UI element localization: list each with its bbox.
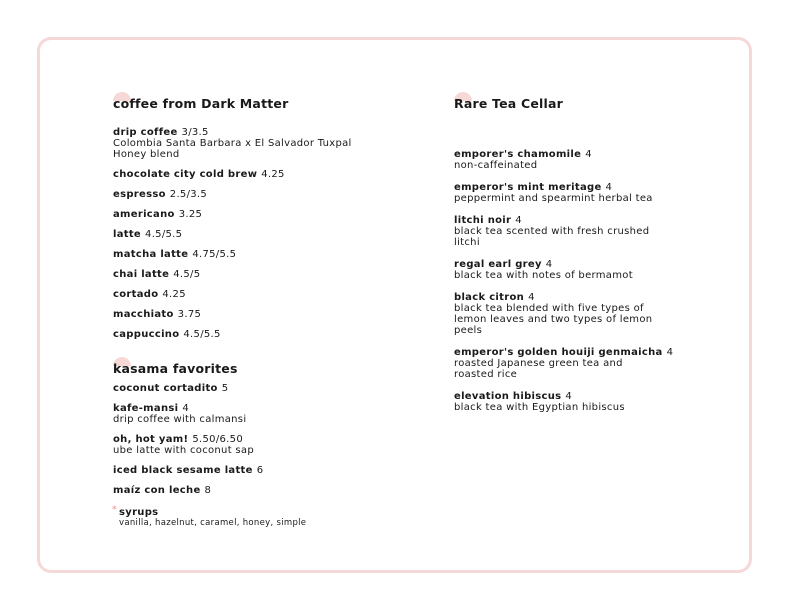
menu-item xyxy=(113,189,413,200)
section-title: kasama favorites xyxy=(113,361,238,376)
item-price: 4.5/5.5 xyxy=(145,229,183,240)
section-title: Rare Tea Cellar xyxy=(454,96,564,111)
item-name: emperor's mint meritage xyxy=(454,182,602,193)
menu-item xyxy=(113,229,413,240)
item-name: emperor's golden houiji genmaicha xyxy=(454,347,663,358)
item-price: 4 xyxy=(565,391,573,402)
menu-item xyxy=(113,403,413,425)
menu-item xyxy=(113,309,413,320)
item-name: latte xyxy=(113,229,142,240)
menu-item xyxy=(454,215,744,248)
item-name: macchiato xyxy=(113,309,174,320)
menu-item xyxy=(113,329,413,340)
item-price: 4 xyxy=(585,149,592,160)
item-name: maíz con leche xyxy=(113,485,201,496)
menu-item xyxy=(454,182,744,204)
menu-item xyxy=(113,383,413,394)
item-name: chai latte xyxy=(113,269,170,280)
menu-item xyxy=(454,149,744,171)
item-price: 5.50/6.50 xyxy=(192,434,243,445)
item-price: 4.25 xyxy=(261,169,285,180)
item-name: emporer's chamomile xyxy=(454,149,582,160)
item-name: coconut cortadito xyxy=(113,383,218,394)
item-name: litchi noir xyxy=(454,215,512,226)
menu-item xyxy=(113,434,413,456)
item-description: non-caffeinated xyxy=(454,160,538,171)
menu-item xyxy=(113,269,413,280)
item-price: 4.5/5.5 xyxy=(183,329,221,340)
item-description: black tea with Egyptian hibiscus xyxy=(454,402,625,413)
item-name: oh, hot yam! xyxy=(113,434,189,445)
item-name: cappuccino xyxy=(113,329,180,340)
item-description: black tea scented with fresh crushed litchi xyxy=(454,226,650,248)
item-price: 4 xyxy=(605,182,613,193)
menu-item xyxy=(454,292,744,336)
item-price: 2.5/3.5 xyxy=(169,189,208,200)
item-name: iced black sesame latte xyxy=(113,465,253,476)
item-name: drip coffee xyxy=(113,127,178,138)
right-column xyxy=(454,92,744,413)
item-description: Colombia Santa Barbara x El Salvador Tuxpal Honey blend xyxy=(113,138,352,160)
section-title: coffee from Dark Matter xyxy=(113,96,289,111)
syrups-label: syrups xyxy=(119,507,159,518)
asterisk-icon: * xyxy=(112,505,117,515)
menu-item xyxy=(454,259,744,281)
item-price: 5 xyxy=(221,383,229,394)
item-description: black tea with notes of bermamot xyxy=(454,270,633,281)
item-price: 3.75 xyxy=(177,309,202,320)
item-name: americano xyxy=(113,209,175,220)
item-description: drip coffee with calmansi xyxy=(113,414,247,425)
item-price: 8 xyxy=(204,485,212,496)
item-description: ube latte with coconut sap xyxy=(113,445,254,456)
left-column xyxy=(113,92,413,529)
item-name: chocolate city cold brew xyxy=(113,169,258,180)
item-description: roasted Japanese green tea and roasted rice xyxy=(454,358,623,380)
item-name: elevation hibiscus xyxy=(454,391,562,402)
item-price: 4 xyxy=(528,292,535,303)
item-name: regal earl grey xyxy=(454,259,542,270)
tea-section-header xyxy=(454,92,744,111)
favorites-section-header xyxy=(113,357,413,376)
syrups-list: vanilla, hazelnut, caramel, honey, simple xyxy=(119,518,307,528)
item-name: kafe-mansi xyxy=(113,403,179,414)
item-price: 4 xyxy=(666,347,674,358)
menu-item xyxy=(113,249,413,260)
menu-item xyxy=(113,465,413,476)
item-name: matcha latte xyxy=(113,249,189,260)
menu-item xyxy=(454,391,744,413)
item-price: 4 xyxy=(182,403,190,414)
menu-item xyxy=(113,289,413,300)
menu-item xyxy=(113,209,413,220)
item-price: 3.25 xyxy=(178,209,203,220)
item-name: espresso xyxy=(113,189,166,200)
item-description: peppermint and spearmint herbal tea xyxy=(454,193,653,204)
item-name: black citron xyxy=(454,292,525,303)
item-price: 6 xyxy=(256,465,264,476)
item-name: cortado xyxy=(113,289,159,300)
menu-item xyxy=(454,347,744,380)
item-price: 4.5/5 xyxy=(173,269,201,280)
coffee-section-header xyxy=(113,92,413,111)
item-price: 4 xyxy=(515,215,522,226)
item-price: 3/3.5 xyxy=(181,127,209,138)
menu-item xyxy=(113,127,413,160)
menu-item xyxy=(113,169,413,180)
syrups-note xyxy=(113,507,413,529)
item-price: 4.75/5.5 xyxy=(192,249,237,260)
item-price: 4 xyxy=(545,259,553,270)
item-price: 4.25 xyxy=(162,289,186,300)
item-description: black tea blended with five types of lemon leaves and two types of lemon peels xyxy=(454,303,653,336)
menu-item xyxy=(113,485,413,496)
